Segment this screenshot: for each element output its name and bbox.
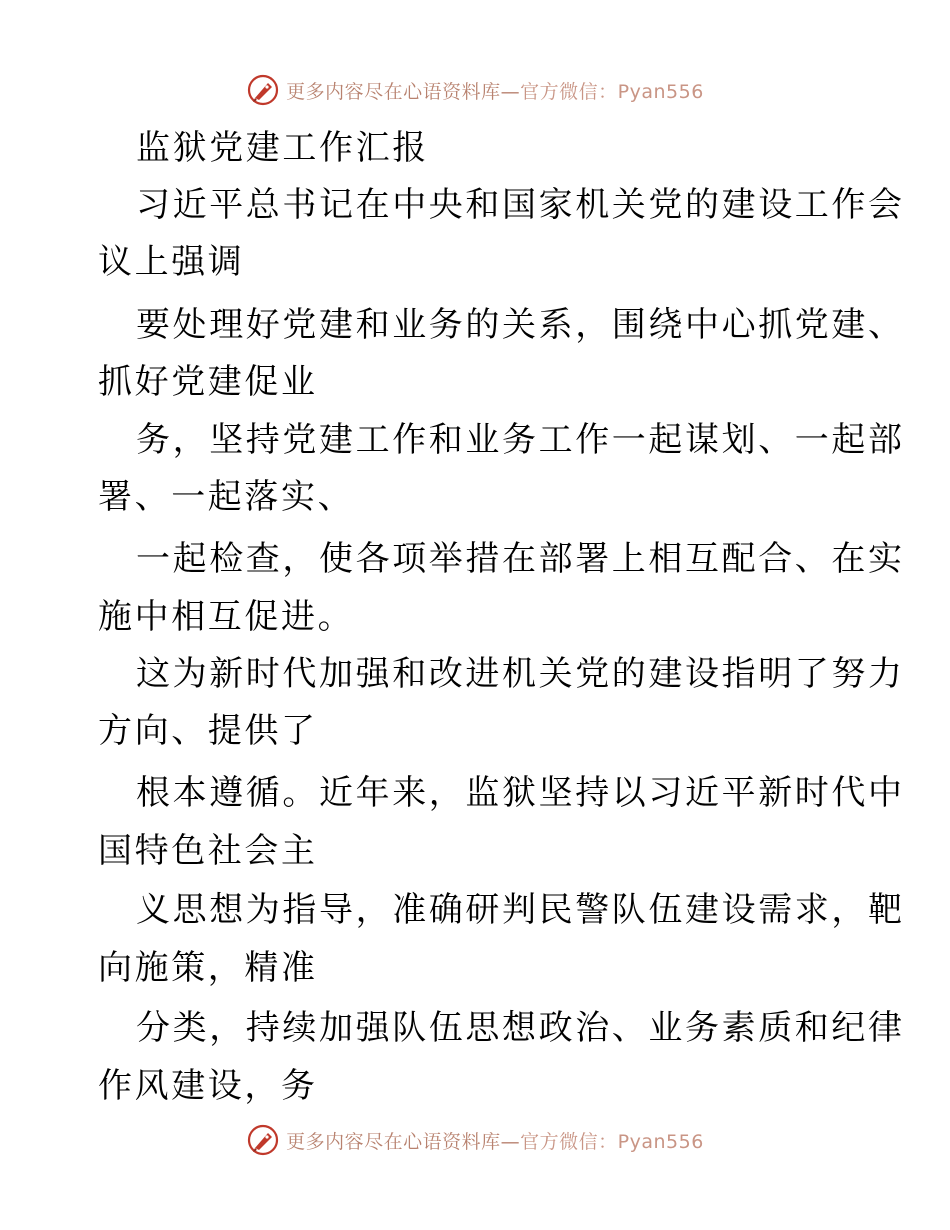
paragraph-line: 一起检查，使各项举措在部署上相互配合、在实 bbox=[136, 539, 905, 579]
watermark-group bbox=[246, 1123, 704, 1157]
paragraph-line: 作风建设，务 bbox=[98, 1066, 318, 1106]
paragraph-line: 要处理好党建和业务的关系，围绕中心抓党建、 bbox=[136, 305, 905, 345]
watermark-group bbox=[246, 73, 704, 107]
footer-watermark bbox=[0, 1120, 950, 1160]
paragraph-line: 抓好党建促业 bbox=[98, 362, 318, 402]
paragraph-line: 国特色社会主 bbox=[98, 831, 318, 871]
document-title: 监狱党建工作汇报 bbox=[136, 128, 429, 168]
watermark-main-text: 更多内容尽在心语资料库 bbox=[286, 80, 501, 103]
paragraph-line: 义思想为指导，准确研判民警队伍建设需求，靶 bbox=[136, 890, 905, 930]
watermark-contact-text: 官方微信：Pyan556 bbox=[520, 80, 704, 103]
paragraph-line: 议上强调 bbox=[98, 242, 245, 282]
watermark-dash: — bbox=[500, 1130, 521, 1153]
paragraph-line: 方向、提供了 bbox=[98, 711, 318, 751]
watermark-main-text: 更多内容尽在心语资料库 bbox=[286, 1130, 501, 1153]
paragraph-line: 这为新时代加强和改进机关党的建设指明了努力 bbox=[136, 654, 905, 694]
paragraph-line: 根本遵循。近年来，监狱坚持以习近平新时代中 bbox=[136, 773, 905, 813]
pen-nib-logo-icon bbox=[246, 73, 280, 107]
paragraph-line: 分类，持续加强队伍思想政治、业务素质和纪律 bbox=[136, 1008, 905, 1048]
watermark-dash: — bbox=[500, 80, 521, 103]
watermark-text bbox=[286, 1127, 704, 1154]
header-watermark bbox=[0, 70, 950, 110]
watermark-contact-text: 官方微信：Pyan556 bbox=[520, 1130, 704, 1153]
paragraph-line: 署、一起落实、 bbox=[98, 477, 355, 517]
pen-nib-logo-icon bbox=[246, 1123, 280, 1157]
paragraph-line: 向施策，精准 bbox=[98, 948, 318, 988]
paragraph-line: 务，坚持党建工作和业务工作一起谋划、一起部 bbox=[136, 420, 905, 460]
paragraph-line: 习近平总书记在中央和国家机关党的建设工作会 bbox=[136, 185, 905, 225]
paragraph-line: 施中相互促进。 bbox=[98, 597, 355, 637]
watermark-text bbox=[286, 77, 704, 104]
